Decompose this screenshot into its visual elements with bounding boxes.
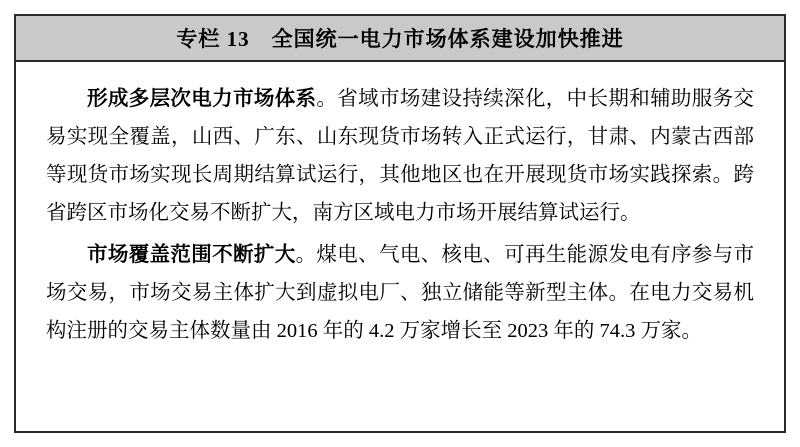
feature-box-header <box>16 16 784 62</box>
paragraph-1 <box>46 80 754 232</box>
paragraph-2-text: 。煤电、气电、核电、可再生能源发电有序参与市场交易，市场交易主体扩大到虚拟电厂、独立储能等新型主体。在电力交易机构注册的交易主体数量由 2016 年的 4.2 万家增长至 2023 年的 74.3 万家。 <box>46 244 755 342</box>
page-title: 专栏 13 全国统一电力市场体系建设加快推进 <box>176 27 624 51</box>
paragraph-1-lead: 形成多层次电力市场体系 <box>87 88 317 110</box>
feature-box <box>14 14 786 433</box>
paragraph-2-lead: 市场覆盖范围不断扩大 <box>87 244 296 266</box>
paragraph-2 <box>46 236 754 350</box>
feature-box-body <box>16 62 784 364</box>
paragraph-1-text: 。省域市场建设持续深化，中长期和辅助服务交易实现全覆盖，山西、广东、山东现货市场转入正式运行，甘肃、内蒙古西部等现货市场实现长周期结算试运行，其他地区也在开展现货市场实践探索。跨省跨区市场化交易不断扩大，南方区域电力市场开展结算试运行。 <box>46 88 755 224</box>
